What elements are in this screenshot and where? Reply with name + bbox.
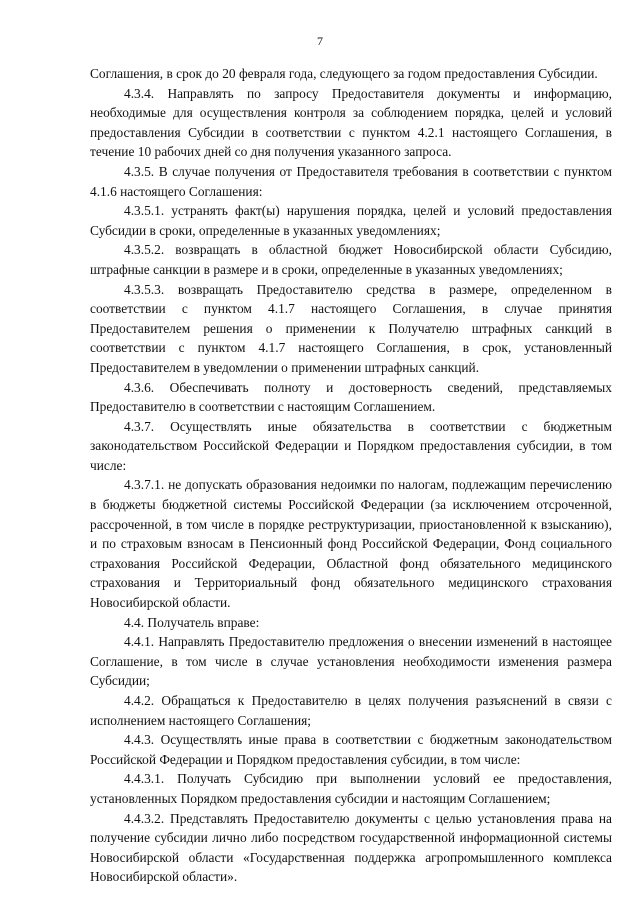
paragraph: 4.4.1. Направлять Предоставителю предложения о внесении изменений в настоящее Соглашение, в том числе в случае установления необходимости изменения размера Субсидии;: [90, 634, 612, 689]
paragraph: 4.4.3.1. Получать Субсидию при выполнении условий ее предоставления, установленных Порядком предоставления субсидии и настоящим Соглашением;: [90, 771, 612, 806]
paragraph: 4.3.5.3. возвращать Предоставителю средства в размере, определенном в соответствии с пунктом 4.1.7 настоящего Соглашения, в случае принятия Предоставителем решения о применении к Получателю штрафных санкций в соответствии с пунктом 4.1.7 настоящего Соглашения, в срок, установленный Предоставителем в уведомлении о применении штрафных санкций.: [90, 281, 612, 375]
paragraph: 4.4.2. Обращаться к Предоставителю в целях получения разъяснений в связи с исполнением настоящего Соглашения;: [90, 693, 612, 728]
paragraph: 4.3.7.1. не допускать образования недоимки по налогам, подлежащим перечислению в бюджеты бюджетной системы Российской Федерации (за исключением отсроченной, рассроченной, в том числе в порядке реструктуризации, приостановленной к взысканию), и по страховым взносам в Пенсионный фонд Российской Федерации, Фонд социального страхования Российской Федерации, Областной фонд обязательного медицинского страхования и Территориальный фонд обязательного медицинского страхования Новосибирской области.: [90, 477, 612, 611]
document-body: [90, 64, 612, 887]
paragraph: 4.3.5. В случае получения от Предоставителя требования в соответствии с пунктом 4.1.6 настоящего Соглашения:: [90, 163, 612, 199]
paragraph: 4.4.3.2. Представлять Предоставителю документы с целью установления права на получение субсидии лично либо посредством государственной информационной системы Новосибирской области «Государственная поддержка агропромышленного комплекса Новосибирской области».: [90, 810, 612, 885]
paragraph: 4.4. Получатель вправе:: [124, 614, 260, 630]
paragraph: 4.3.4. Направлять по запросу Предоставителя документы и информацию, необходимые для осуществления контроля за соблюдением порядка, целей и условий предоставления Субсидии в соответствии с пунктом 4.2.1 настоящего Соглашения, в течение 10 рабочих дней со дня получения указанного запроса.: [90, 85, 612, 160]
paragraph: 4.3.7. Осуществлять иные обязательства в соответствии с бюджетным законодательством Российской Федерации и Порядком предоставления субсидии, в том числе:: [90, 418, 612, 473]
paragraph: 4.3.5.2. возвращать в областной бюджет Новосибирской области Субсидию, штрафные санкции в размере и в сроки, определенные в указанных уведомлениях;: [90, 242, 612, 277]
paragraph: 4.3.5.1. устранять факт(ы) нарушения порядка, целей и условий предоставления Субсидии в сроки, определенные в указанных уведомлениях;: [90, 203, 612, 238]
paragraph: 4.3.6. Обеспечивать полноту и достоверность сведений, представляемых Предоставителю в соответствии с настоящим Соглашением.: [90, 379, 612, 415]
page-number: 7: [317, 34, 323, 48]
paragraph: Соглашения, в срок до 20 февраля года, следующего за годом предоставления Субсидии.: [90, 66, 598, 81]
paragraph: 4.4.3. Осуществлять иные права в соответствии с бюджетным законодательством Российской Федерации и Порядком предоставления субсидии, в том числе:: [90, 732, 612, 767]
